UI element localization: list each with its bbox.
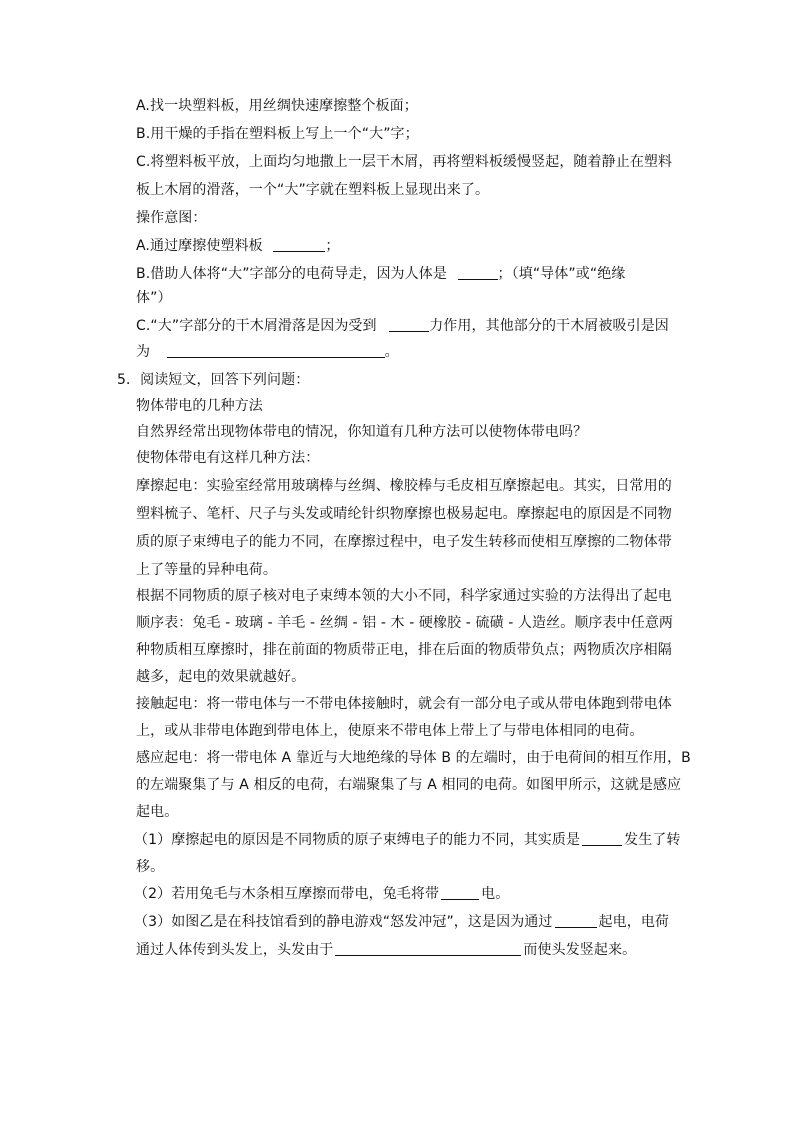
friction-line-2: 塑料梳子、笔杆、尺子与头发或晴纶针织物摩擦也极易起电。摩擦起电的原因是不同物 xyxy=(136,506,672,522)
friction-line-4: 上了等量的异种电荷。 xyxy=(136,562,277,578)
step-a: A.找一块塑料板，用丝绸快速摩擦整个板面； xyxy=(136,98,418,114)
induction-line-1: 感应起电：将一带电体 A 靠近与大地绝缘的导体 B 的左端时，由于电荷间的相互作用，B xyxy=(136,750,691,766)
intent-a-blank[interactable] xyxy=(273,237,325,252)
intent-c-suffix: 力作用，其他部分的干木屑被吸引是因 xyxy=(429,318,669,334)
question-5-header xyxy=(117,371,309,389)
step-c-line-2: 板上木屑的滑落，一个“大”字就在塑料板上显现出来了。 xyxy=(136,182,490,198)
passage-intro: 自然界经常出现物体带电的情况，你知道有几种方法可以使物体带电吗？ xyxy=(136,424,588,440)
sub-question-3 xyxy=(134,913,669,931)
intent-a-prefix: A.通过摩擦使塑料板 xyxy=(136,238,263,254)
sub-question-3-line-2 xyxy=(136,941,636,959)
intent-a-line xyxy=(136,237,339,255)
intent-b-suffix: ；（填“导体”或“绝缘 xyxy=(497,266,626,282)
step-c-line-1: C.将塑料板平放，上面均匀地撒上一层干木屑，再将塑料板缓慢竖起，随着静止在塑料 xyxy=(136,154,673,170)
intent-heading: 操作意图： xyxy=(136,210,207,226)
sub3-blank-1[interactable] xyxy=(555,913,597,928)
sub3-suffix: 起电，电荷 xyxy=(598,914,670,930)
intent-c-line xyxy=(136,317,669,335)
sequence-line-4: 越多，起电的效果就越好。 xyxy=(136,669,306,685)
intent-a-suffix: ； xyxy=(325,238,340,254)
sub1-suffix: 发生了转 xyxy=(624,832,681,848)
question-number: 5． xyxy=(117,372,141,388)
intent-c-blank-2[interactable] xyxy=(167,343,385,358)
passage-title: 物体带电的几种方法 xyxy=(136,398,263,414)
sub1-prefix: （1）摩擦起电的原因是不同物质的原子束缚电子的能力不同，其实质是 xyxy=(134,832,581,848)
intent-c-line-2 xyxy=(136,343,399,361)
sub3-prefix: （3）如图乙是在科技馆看到的静电游戏“怒发冲冠”，这是因为通过 xyxy=(134,914,553,930)
intent-b-blank[interactable] xyxy=(458,265,498,280)
sub3-2-prefix: 通过人体传到头发上，头发由于 xyxy=(136,942,334,958)
sub2-suffix: 电。 xyxy=(481,886,510,902)
intent-c-2-prefix: 为 xyxy=(136,344,151,360)
intent-c-2-suffix: 。 xyxy=(384,344,399,360)
sub-question-1-line-2: 移。 xyxy=(136,859,165,875)
contact-line-2: 上，或从非带电体跑到带电体上，使原来不带电体上带上了与带电体相同的电荷。 xyxy=(136,723,644,739)
intent-b-line xyxy=(136,265,625,283)
sequence-line-1: 根据不同物质的原子核对电子束缚本领的大小不同，科学家通过实验的方法得出了起电 xyxy=(136,588,672,604)
sub2-prefix: （2）若用兔毛与木条相互摩擦而带电，兔毛将带 xyxy=(134,886,440,902)
intent-c-prefix: C.“大”字部分的干木屑滑落是因为受到 xyxy=(136,318,377,334)
question-prompt: 阅读短文，回答下列问题： xyxy=(140,372,310,388)
sub1-blank[interactable] xyxy=(582,831,622,846)
contact-line-1: 接触起电：将一带电体与一不带电体接触时，就会有一部分电子或从带电体跑到带电体 xyxy=(136,696,672,712)
intent-c-blank-1[interactable] xyxy=(389,317,429,332)
sequence-line-3: 种物质相互摩擦时，排在前面的物质带正电，排在后面的物质带负点；两物质次序相隔 xyxy=(136,642,672,658)
friction-line-1: 摩擦起电：实验室经常用玻璃棒与丝绸、橡胶棒与毛皮相互摩擦起电。其实，日常用的 xyxy=(136,478,672,494)
methods-heading: 使物体带电有这样几种方法： xyxy=(136,450,320,466)
step-b: B.用干燥的手指在塑料板上写上一个“大”字； xyxy=(136,126,419,142)
sub3-blank-2[interactable] xyxy=(335,941,521,956)
sequence-line-2: 顺序表：兔毛 - 玻璃 - 羊毛 - 丝绸 - 铝 - 木 - 硬橡胶 - 硫磺 - 人造丝。顺序表中任意两 xyxy=(136,615,674,631)
intent-b-prefix: B.借助人体将“大”字部分的电荷导走，因为人体是 xyxy=(136,266,447,282)
sub-question-1 xyxy=(134,831,681,849)
sub-question-2 xyxy=(134,885,509,903)
induction-line-3: 起电。 xyxy=(136,804,179,820)
friction-line-3: 质的原子束缚电子的能力不同，在摩擦过程中，电子发生转移而使相互摩擦的二物体带 xyxy=(136,534,672,550)
sub2-blank[interactable] xyxy=(441,885,479,900)
induction-line-2: 的左端聚集了与 A 相反的电荷，右端聚集了与 A 相同的电荷。如图甲所示，这就是感应 xyxy=(136,777,682,793)
intent-b-line-2: 体”） xyxy=(136,290,172,306)
sub3-2-suffix: 而使头发竖起来。 xyxy=(523,942,637,958)
